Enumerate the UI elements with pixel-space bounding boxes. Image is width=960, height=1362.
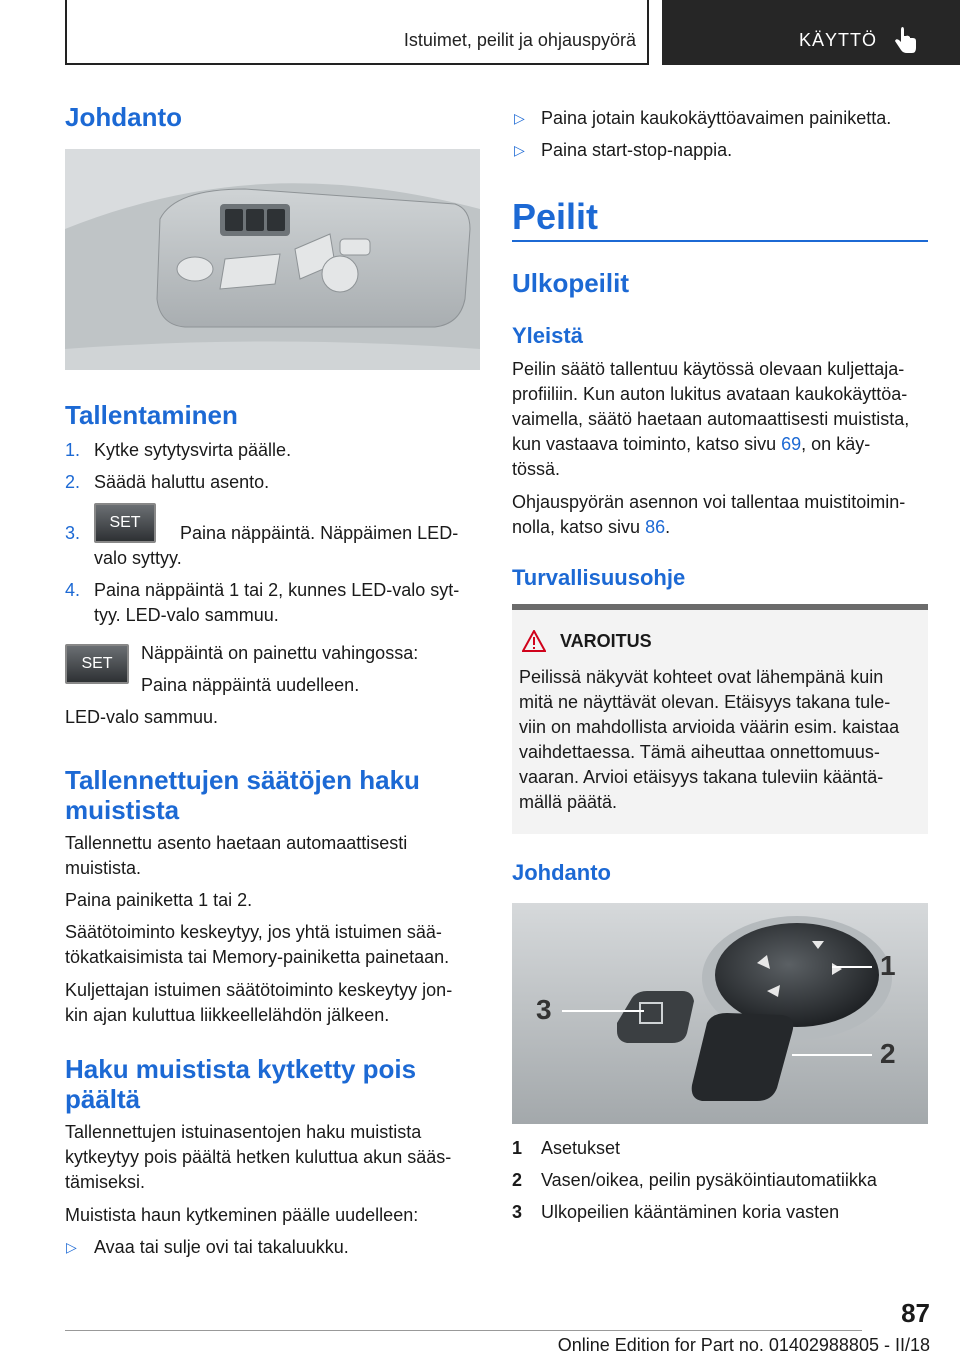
set-button-icon: SET [65,644,129,684]
bullet-triangle-icon: ▷ [514,142,525,158]
bullet-triangle-icon: ▷ [66,1239,77,1255]
step-number: 2. [65,472,81,492]
text-line: vaihdettaessa. Tämä aiheuttaa onnettomuus- [519,742,880,762]
bullet-text: Paina jotain kaukokäyttöavaimen painiketta. [541,108,892,128]
callout-label: 3 [536,994,552,1025]
recall-paragraph-1 [65,831,407,881]
intro-heading-right: Johdanto [512,860,611,885]
header-border-left [65,0,67,65]
memory-on-intro: Muistista haun kytkeminen päälle uudelleen: [65,1205,419,1225]
step-1-text: Kytke sytytysvirta päälle. [94,440,292,460]
warning-text [519,665,899,815]
text-line: Tallennettu asento haetaan automaattisesti [65,833,408,853]
step-2-text: Säädä haluttu asento. [94,472,270,492]
header-border-right [647,0,649,65]
save-heading: Tallentaminen [65,400,238,430]
led-off-text: LED-valo sammuu. [65,707,219,727]
legend-number: 1 [512,1138,523,1158]
section-title: Istuimet, peilit ja ohjauspyörä [403,30,636,50]
set-button-icon: SET [94,503,156,543]
memory-off-heading [65,1054,416,1114]
callout-label: 2 [880,1038,896,1069]
step-4-text-b: tyy. LED-valo sammuu. [94,605,279,625]
text-line: Peilin säätö tallentuu käytössä olevaan kuljettaja- [512,359,905,379]
legend-text: Vasen/oikea, peilin pysäköintiautomatiikka [541,1170,877,1190]
step-number: 4. [65,580,81,600]
footer-rule [65,1330,862,1331]
recall-paragraph-3 [65,920,449,970]
text-line: Säätötoiminto keskeytyy, jos yhtä istuimen sää- [65,922,442,942]
heading-line: päältä [65,1084,141,1114]
mirrors-heading: Peilit [512,196,599,237]
general-heading: Yleistä [512,323,583,348]
bullet-text: Paina start-stop-nappia. [541,140,733,160]
text-line: vaimella, säätö haetaan automaattisesti muistista, [512,409,910,429]
text-line: muistista. [65,858,142,878]
text-line: tössä. [512,459,561,479]
warning-title: VAROITUS [560,631,652,651]
legend-number: 2 [512,1170,523,1190]
text-line: mällä päätä. [519,792,618,812]
memory-off-paragraph [65,1120,451,1195]
intro-heading-left: Johdanto [65,102,182,132]
step-4-text-a: Paina näppäintä 1 tai 2, kunnes LED-valo syt- [94,580,460,600]
step-number: 3. [65,523,81,543]
edition-footer: Online Edition for Part no. 01402988805 - II/18 [557,1335,930,1355]
text-line: tämiseksi. [65,1172,146,1192]
text-line: nolla, katso sivu 86. [512,517,671,537]
legend-text: Ulkopeilien kääntäminen koria vasten [541,1202,840,1222]
text-line: kytkeytyy pois päältä hetken kuluttua akun sääs- [65,1147,452,1167]
seat-memory-buttons-image [65,149,480,370]
outer-mirrors-heading: Ulkopeilit [512,268,630,298]
safety-heading: Turvallisuusohje [512,565,686,590]
text-line: viin on mahdollista arvioida väärin esim. kaistaa [519,717,900,737]
bullet-triangle-icon: ▷ [514,110,525,126]
warning-box [512,610,928,834]
general-paragraph-1 [512,357,909,482]
recall-heading [65,765,420,825]
callout-label: 1 [880,950,896,981]
heading-line: Haku muistista kytketty pois [65,1054,417,1084]
step-3-text-b: valo syttyy. [94,548,182,568]
note-line-2: Paina näppäintä uudelleen. [141,675,360,695]
bullet-text: Avaa tai sulje ovi tai takaluukku. [94,1237,349,1257]
chapter-tab-label: KÄYTTÖ [798,30,877,50]
step-number: 1. [65,440,81,460]
header-border-bottom [65,63,648,65]
step-1 [65,438,80,463]
text-line: mitä ne näyttävät olevan. Etäisyys takana tule- [519,692,891,712]
legend-number: 3 [512,1202,523,1222]
page-link[interactable]: 69 [781,434,802,454]
heading-rule [512,240,928,242]
hand-pointer-icon [890,26,920,56]
text-line: Kuljettajan istuimen säätötoiminto keskeytyy jon- [65,980,453,1000]
legend-text: Asetukset [541,1138,621,1158]
text-line: Tallennettujen istuinasentojen haku muistista [65,1122,422,1142]
text-line: Ohjauspyörän asennon voi tallentaa muistitoimin- [512,492,906,512]
text-line: kun vastaava toiminto, katso sivu 69, on käy- [512,434,871,454]
text-line: profiiliin. Kun auton lukitus avataan kaukokäyttöa- [512,384,908,404]
recall-heading-line: muistista [65,795,180,825]
note-line-1: Näppäintä on painettu vahingossa: [141,643,419,663]
general-paragraph-2 [512,490,905,540]
warning-triangle-icon [522,630,546,652]
step-3-text-a: Paina näppäintä. Näppäimen LED- [180,523,459,543]
recall-heading-line: Tallennettujen säätöjen haku [65,765,420,795]
recall-paragraph-2: Paina painiketta 1 tai 2. [65,890,253,910]
page-link[interactable]: 86 [645,517,666,537]
chapter-tab[interactable] [662,0,960,65]
text-line: kin ajan kuluttua liikkeellelähdön jälkeen. [65,1005,390,1025]
mirror-controls-image [512,903,928,1124]
text-line: Peilissä näkyvät kohteet ovat lähempänä kuin [519,667,884,687]
page-number: 87 [901,1298,930,1328]
text-line: vaaran. Arvioi etäisyys takana tuleviin kääntä- [519,767,884,787]
recall-paragraph-4 [65,978,452,1028]
text-line: tökatkaisimista tai Memory-painiketta painetaan. [65,947,450,967]
